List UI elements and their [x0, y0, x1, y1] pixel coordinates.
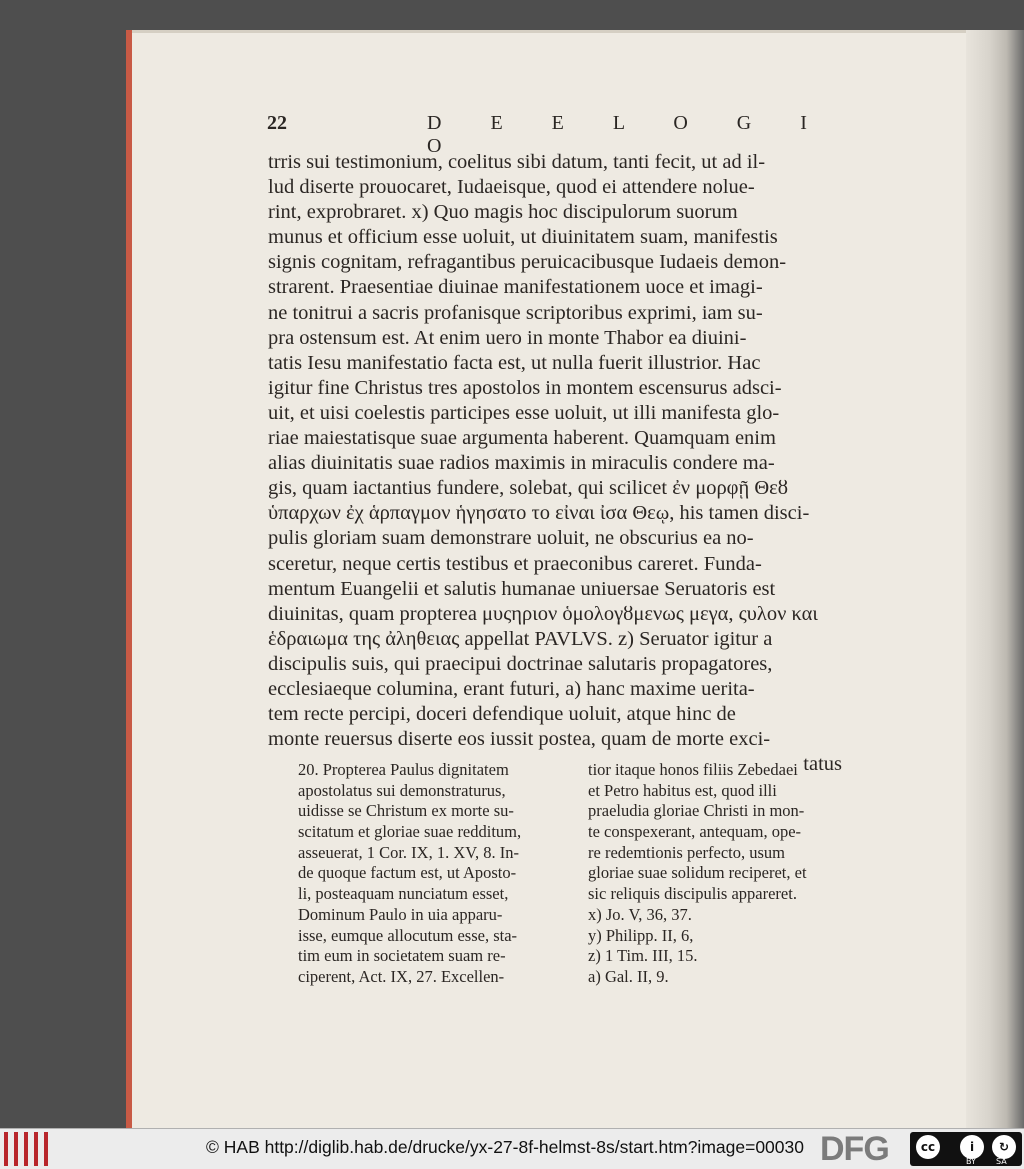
- footnote-line: apostolatus sui demonstraturus,: [298, 780, 506, 800]
- footnote-line: 20. Propterea Paulus dignitatem: [298, 760, 509, 779]
- viewer-footer: [0, 1128, 1024, 1169]
- text-line: rint, exprobraret. x) Quo magis hoc discipulorum suorum: [268, 201, 738, 224]
- text-line: ne tonitrui a sacris profanisque scriptoribus exprimi, iam su-: [268, 301, 763, 324]
- text-line: riae maiestatisque suae argumenta haberent. Quamquam enim: [268, 427, 776, 450]
- text-line: igitur fine Christus tres apostolos in montem escensurus adsci-: [268, 376, 782, 399]
- footnote-line: te conspexerant, antequam, ope-: [588, 822, 802, 842]
- footnote-line: tim eum in societatem suam re-: [298, 946, 506, 966]
- running-title: D E E L O G I O: [427, 112, 829, 157]
- reference-x: x) Jo. V, 36, 37.: [588, 904, 692, 924]
- text-line: munus et officium esse uoluit, ut diuinitatem suam, manifestis: [268, 226, 778, 249]
- text-line: lud diserte prouocaret, Iudaeisque, quod ei attendere noluе-: [268, 176, 755, 199]
- page-header: [267, 112, 857, 157]
- dfg-logo[interactable]: DFG: [820, 1130, 889, 1168]
- text-line: ὑπαρχων ἐχ ἁρπαγμον ἡγησατο το εἰναι ἰσα Θεῳ, his tamen disci-: [268, 502, 810, 525]
- catchword: tatus: [803, 753, 842, 776]
- footnote-line: isse, eumque allocutum esse, sta-: [298, 925, 518, 945]
- page-edge: [966, 30, 1024, 1128]
- text-line: pra ostensum est. At enim uero in monte Thabor ea diuini-: [268, 326, 747, 349]
- text-line: strarent. Praesentiae diuinae manifestationem uoce et imagi-: [268, 276, 763, 299]
- source-link[interactable]: © HAB http://diglib.hab.de/drucke/yx-27-8f-helmst-8s/start.htm?image=00030: [206, 1137, 804, 1157]
- footnote-line: asseuerat, 1 Cor. IX, 1. XV, 8. In-: [298, 842, 520, 862]
- text-line: pulis gloriam suam demonstrare uoluit, ne obscurius ea no-: [268, 527, 754, 550]
- footnote-line: tior itaque honos filiis Zebedaei: [588, 760, 798, 779]
- footnote-line: et Petro habitus est, quod illi: [588, 780, 777, 800]
- footnote-line: sic reliquis discipulis appareret.: [588, 884, 797, 904]
- footnote-line: uidisse se Christum ex morte su-: [298, 801, 514, 821]
- text-line: alias diuinitatis suae radios maximis in miraculis condere ma-: [268, 452, 775, 475]
- footnote-right-column: [588, 760, 880, 988]
- footnote-line: ciperent, Act. IX, 27. Excellen-: [298, 966, 505, 986]
- cc-sa-label: SA: [996, 1157, 1007, 1166]
- footnote-line: de quoque factum est, ut Aposto-: [298, 863, 517, 883]
- share-alike-icon: ↻: [992, 1135, 1016, 1159]
- text-line: ecclesiaeque columina, erant futuri, a) hanc maxime uerita-: [268, 677, 755, 700]
- cc-by-label: BY: [966, 1157, 976, 1166]
- text-line: uit, et uisi coelestis participes esse uoluit, ut illi manifesta glo-: [268, 401, 780, 424]
- footnote-line: re redemtionis perfecto, usum: [588, 842, 786, 862]
- reference-y: y) Philipp. II, 6,: [588, 925, 694, 945]
- text-line: discipulis suis, qui praecipui doctrinae salutaris propagatores,: [268, 652, 773, 675]
- text-line: monte reuersus diserte eos iussit postea, quam de morte exci-: [268, 728, 771, 751]
- text-line: tem recte percipi, doceri defendique uoluit, atque hinc de: [268, 703, 736, 726]
- text-line: ἑδραιωμα της ἀληθειας appellat PAVLVS. z) Seruator igitur a: [268, 627, 773, 650]
- reference-a: a) Gal. II, 9.: [588, 966, 669, 986]
- text-line: mentum Euangelii et salutis humanae uniuersae Seruatoris est: [268, 577, 776, 600]
- page-number: 22: [267, 112, 287, 134]
- text-line: tatis Iesu manifestatio facta est, ut nulla fuerit illustrior. Hac: [268, 351, 761, 374]
- footnote-line: li, posteaquam nunciatum esset,: [298, 884, 509, 904]
- text-line: diuinitas, quam propterea μυςηριον ὁμολογȣμενως μεγα, ςυλον και: [268, 602, 818, 625]
- footnote-line: Dominum Paulo in uia apparu-: [298, 904, 503, 924]
- footnote-line: gloriae suae solidum reciperet, et: [588, 863, 807, 883]
- cc-license-badge[interactable]: [910, 1132, 1022, 1166]
- text-line: gis, quam iactantius fundere, solebat, qui scilicet ἐν μορφῇ Θεȣ: [268, 477, 789, 500]
- text-line: sceretur, neque certis testibus et praeconibus careret. Funda-: [268, 552, 762, 575]
- footnote-line: scitatum et gloriae suae redditum,: [298, 822, 522, 842]
- cc-icon: cc: [916, 1135, 940, 1159]
- hab-logo-icon[interactable]: [4, 1132, 48, 1166]
- main-text: [268, 150, 874, 777]
- reference-z: z) 1 Tim. III, 15.: [588, 946, 698, 966]
- attribution-icon: i: [960, 1135, 984, 1159]
- text-line: trris sui testimonium, coelitus sibi datum, tanti fecit, ut ad il-: [268, 151, 766, 173]
- footnote-line: praeludia gloriae Christi in mon-: [588, 801, 805, 821]
- text-line: signis cognitam, refragantibus peruicacibusque Iudaeis demon-: [268, 251, 787, 274]
- footnote-left-column: [298, 760, 580, 988]
